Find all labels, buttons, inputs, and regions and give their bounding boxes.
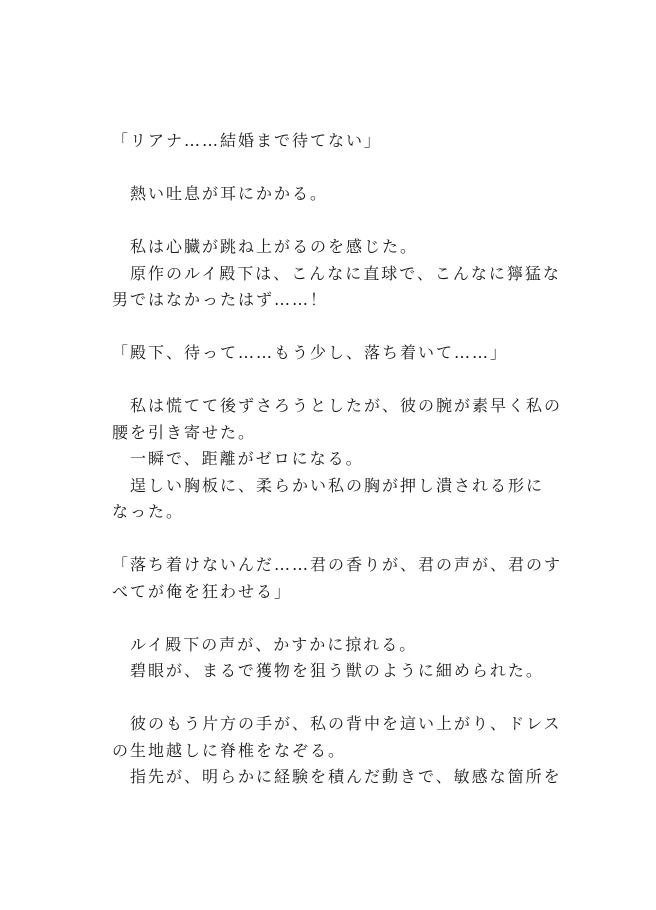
text-line: 熱い吐息が耳にかかる。: [130, 184, 329, 203]
text-line: の生地越しに脊椎をなぞる。: [112, 740, 347, 760]
text-line: 指先が、明らかに経験を積んだ動きで、敏感な箇所を: [130, 767, 562, 786]
text-line: 碧眼が、まるで獲物を狙う獣のように細められた。: [130, 661, 544, 680]
text-line: 「落ち着けないんだ……君の香りが、君の声が、君のす: [112, 555, 563, 574]
text-line: 一瞬で、距離がゼロになる。: [130, 449, 364, 468]
text-line: 私は慌てて後ずさろうとしたが、彼の腕が素早く私の: [130, 396, 563, 415]
text-line: べてが俺を狂わせる」: [112, 581, 293, 601]
text-line: 原作のルイ殿下は、こんなに直球で、こんなに獰猛な: [130, 263, 561, 283]
text-line: 私は心臓が跳ね上がるのを感じた。: [130, 237, 419, 256]
text-line: 「殿下、待って……もう少し、落ち着いて……」: [112, 343, 509, 362]
blank-line: [112, 367, 544, 394]
blank-line: [112, 526, 544, 553]
text-line: 彼のもう片方の手が、私の背中を這い上がり、ドレス: [130, 714, 562, 733]
text-line: 「リアナ……結婚まで待てない」: [112, 131, 383, 150]
blank-line: [112, 605, 544, 632]
blank-line: [112, 208, 544, 235]
blank-line: [112, 155, 544, 182]
text-line: 腰を引き寄せた。: [112, 422, 257, 442]
text-line: 逞しい胸板に、柔らかい私の胸が押し潰される形に: [130, 475, 545, 495]
text-line: 男ではなかったはず……！: [112, 290, 329, 309]
text-line: ルイ殿下の声が、かすかに掠れる。: [130, 634, 418, 654]
blank-line: [112, 685, 544, 712]
blank-line: [112, 314, 544, 341]
body-text: [112, 128, 563, 791]
text-line: なった。: [112, 502, 185, 521]
